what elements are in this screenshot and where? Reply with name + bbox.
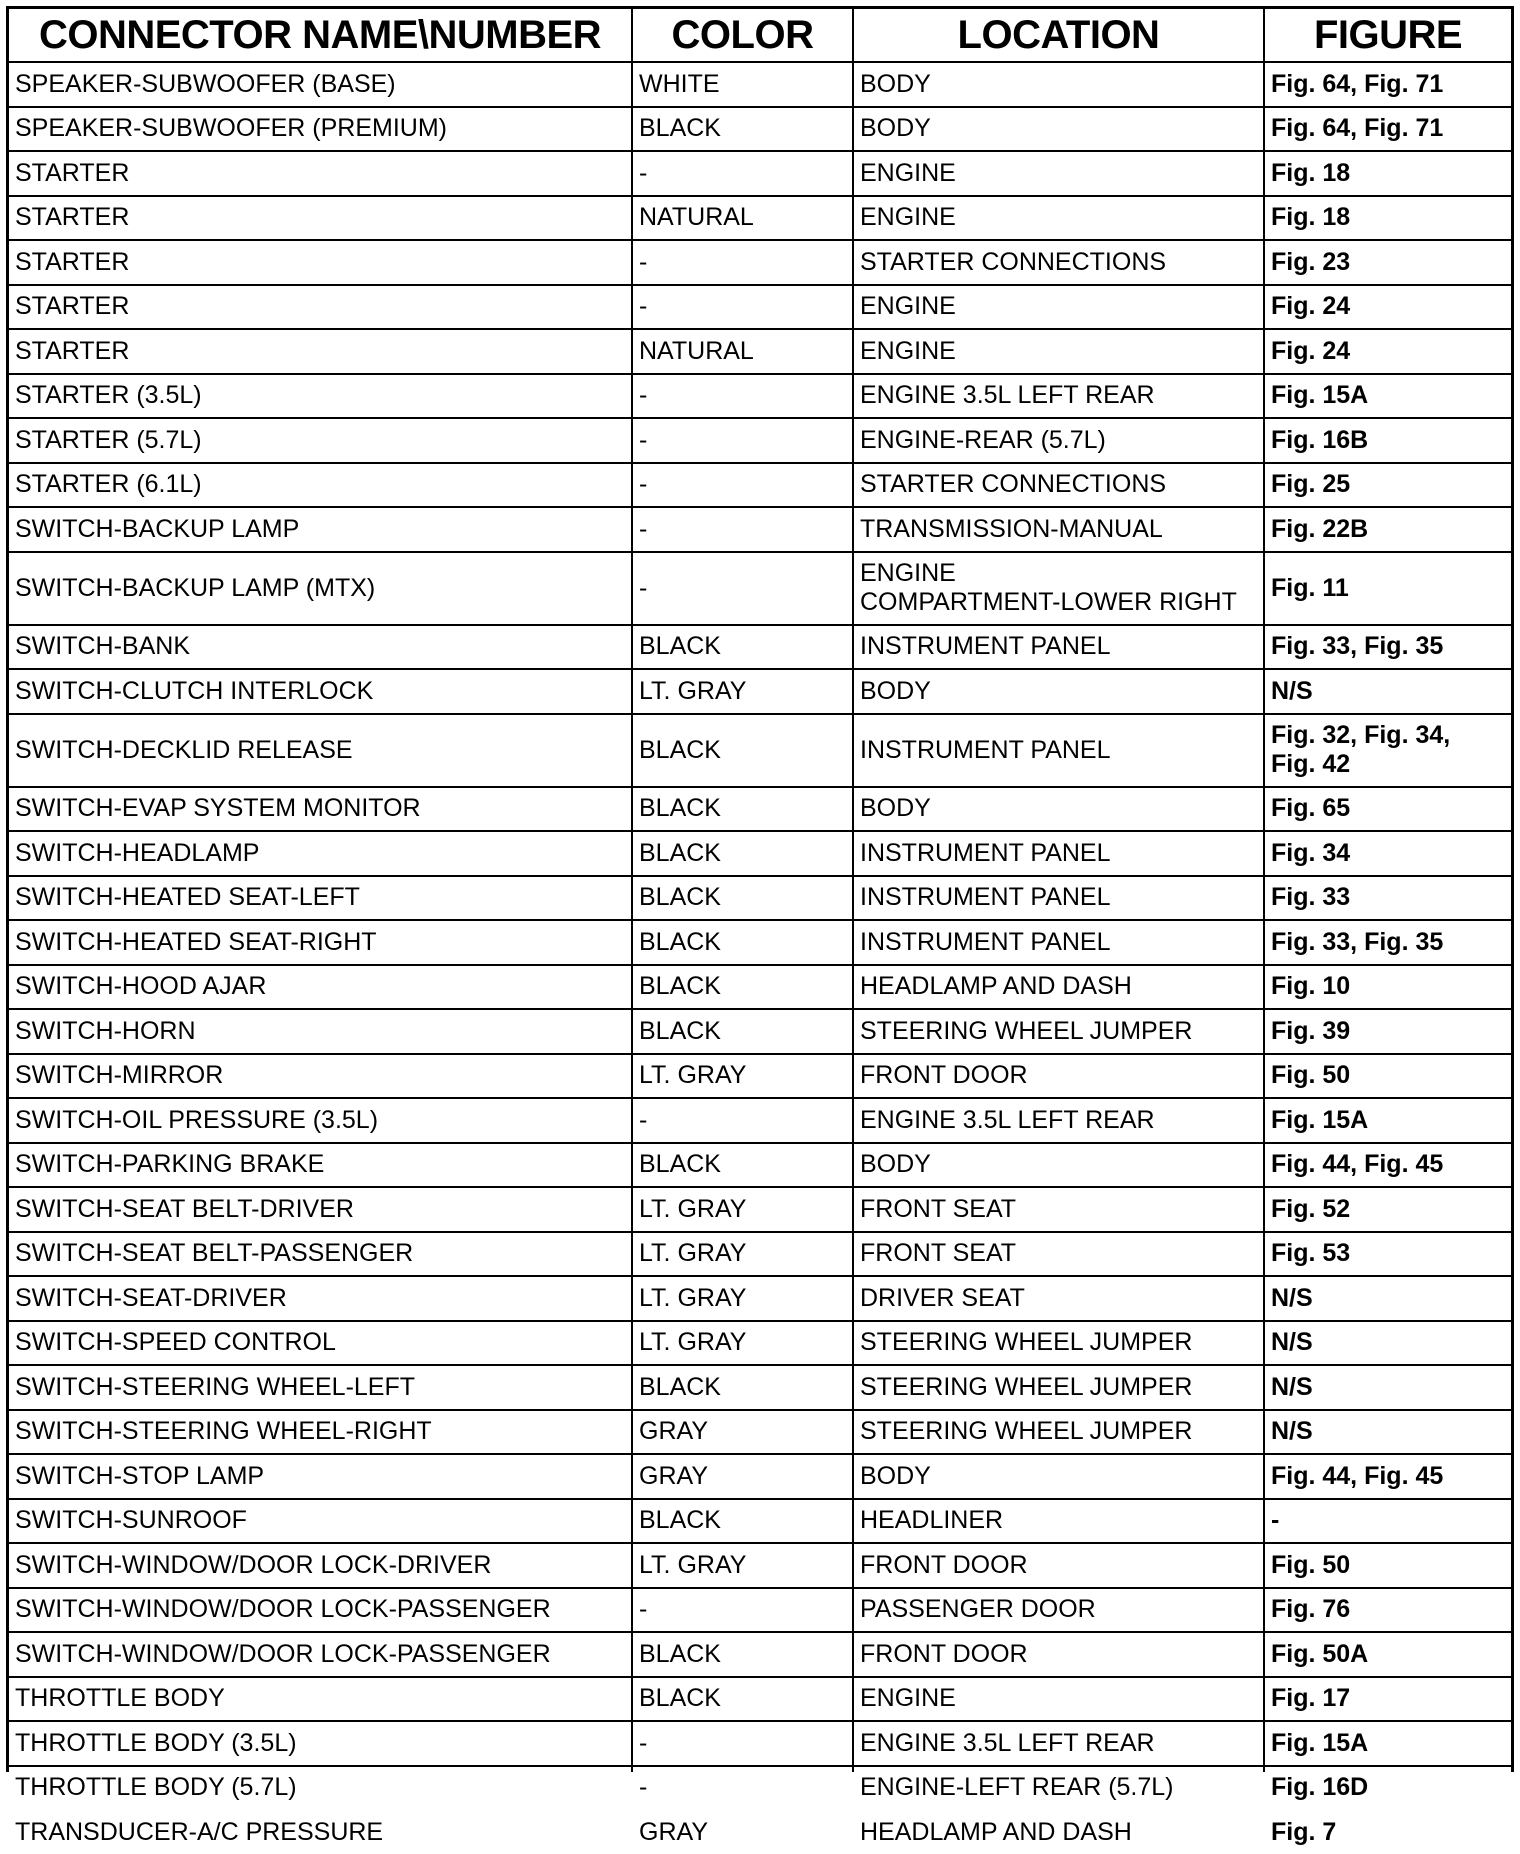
figure-cell: Fig. 10	[1265, 966, 1511, 1009]
figure-cell: Fig. 65	[1265, 788, 1511, 831]
location-cell: HEADLAMP AND DASH	[854, 1811, 1263, 1854]
location-cell: ENGINE	[854, 152, 1263, 195]
location-cell: STEERING WHEEL JUMPER	[854, 1411, 1263, 1454]
location-cell: ENGINE	[854, 1678, 1263, 1721]
color-cell: -	[633, 1099, 852, 1142]
color-cell: -	[633, 553, 852, 624]
color-cell: -	[633, 508, 852, 551]
location-cell: STARTER CONNECTIONS	[854, 464, 1263, 507]
connector-name-cell: SWITCH-STOP LAMP	[9, 1455, 631, 1498]
connector-name-cell: SWITCH-MIRROR	[9, 1055, 631, 1098]
figure-cell: Fig. 16D	[1265, 1767, 1511, 1810]
location-cell: INSTRUMENT PANEL	[854, 715, 1263, 786]
figure-cell: Fig. 32, Fig. 34, Fig. 42	[1265, 715, 1511, 786]
figure-cell: Fig. 17	[1265, 1678, 1511, 1721]
color-cell: LT. GRAY	[633, 1277, 852, 1320]
location-cell: DRIVER SEAT	[854, 1277, 1263, 1320]
header-location: LOCATION	[854, 9, 1263, 61]
figure-cell: Fig. 23	[1265, 241, 1511, 284]
connector-name-cell: STARTER	[9, 241, 631, 284]
connector-name-cell: STARTER	[9, 330, 631, 373]
connector-name-cell: SWITCH-HEATED SEAT-LEFT	[9, 877, 631, 920]
location-cell: INSTRUMENT PANEL	[854, 832, 1263, 875]
color-cell: BLACK	[633, 626, 852, 669]
figure-cell: Fig. 11	[1265, 553, 1511, 624]
connector-name-cell: SWITCH-STEERING WHEEL-RIGHT	[9, 1411, 631, 1454]
connector-name-cell: SWITCH-HEADLAMP	[9, 832, 631, 875]
figure-cell: Fig. 64, Fig. 71	[1265, 63, 1511, 106]
figure-cell: Fig. 52	[1265, 1188, 1511, 1231]
figure-cell: Fig. 34	[1265, 832, 1511, 875]
figure-cell: Fig. 50	[1265, 1544, 1511, 1587]
figure-cell: N/S	[1265, 1366, 1511, 1409]
connector-name-cell: SWITCH-BANK	[9, 626, 631, 669]
location-cell: ENGINE	[854, 197, 1263, 240]
location-cell: PASSENGER DOOR	[854, 1589, 1263, 1632]
figure-cell: Fig. 18	[1265, 152, 1511, 195]
color-cell: WHITE	[633, 63, 852, 106]
color-cell: GRAY	[633, 1811, 852, 1854]
figure-cell: Fig. 53	[1265, 1233, 1511, 1276]
connector-name-cell: STARTER	[9, 286, 631, 329]
color-cell: -	[633, 464, 852, 507]
location-cell: BODY	[854, 670, 1263, 713]
color-cell: BLACK	[633, 877, 852, 920]
location-cell: INSTRUMENT PANEL	[854, 877, 1263, 920]
color-cell: GRAY	[633, 1411, 852, 1454]
figure-cell: Fig. 33	[1265, 877, 1511, 920]
connector-name-cell: SWITCH-SEAT BELT-PASSENGER	[9, 1233, 631, 1276]
location-cell: FRONT DOOR	[854, 1544, 1263, 1587]
connector-name-cell: STARTER (5.7L)	[9, 419, 631, 462]
location-cell: ENGINE COMPARTMENT-LOWER RIGHT	[854, 553, 1263, 624]
location-cell: INSTRUMENT PANEL	[854, 626, 1263, 669]
color-cell: -	[633, 286, 852, 329]
figure-cell: Fig. 7	[1265, 1811, 1511, 1854]
color-cell: BLACK	[633, 921, 852, 964]
figure-cell: Fig. 64, Fig. 71	[1265, 108, 1511, 151]
color-cell: NATURAL	[633, 330, 852, 373]
location-cell: STEERING WHEEL JUMPER	[854, 1366, 1263, 1409]
connector-name-cell: STARTER	[9, 197, 631, 240]
figure-cell: Fig. 50A	[1265, 1633, 1511, 1676]
color-cell: BLACK	[633, 715, 852, 786]
figure-cell: Fig. 44, Fig. 45	[1265, 1455, 1511, 1498]
connector-name-cell: SWITCH-HEATED SEAT-RIGHT	[9, 921, 631, 964]
color-cell: BLACK	[633, 1144, 852, 1187]
color-cell: -	[633, 152, 852, 195]
connector-name-cell: SWITCH-STEERING WHEEL-LEFT	[9, 1366, 631, 1409]
connector-name-cell: STARTER	[9, 152, 631, 195]
connector-table	[6, 6, 1514, 1846]
connector-name-cell: SWITCH-SEAT BELT-DRIVER	[9, 1188, 631, 1231]
connector-name-cell: SWITCH-HORN	[9, 1010, 631, 1053]
color-cell: -	[633, 419, 852, 462]
location-cell: BODY	[854, 63, 1263, 106]
color-cell: BLACK	[633, 832, 852, 875]
connector-name-cell: SWITCH-SEAT-DRIVER	[9, 1277, 631, 1320]
location-cell: HEADLAMP AND DASH	[854, 966, 1263, 1009]
location-cell: BODY	[854, 1455, 1263, 1498]
color-cell: -	[633, 1767, 852, 1810]
figure-cell: Fig. 18	[1265, 197, 1511, 240]
connector-name-cell: SWITCH-CLUTCH INTERLOCK	[9, 670, 631, 713]
color-cell: LT. GRAY	[633, 1322, 852, 1365]
location-cell: FRONT SEAT	[854, 1233, 1263, 1276]
location-cell: BODY	[854, 1144, 1263, 1187]
location-cell: BODY	[854, 788, 1263, 831]
color-cell: LT. GRAY	[633, 670, 852, 713]
connector-name-cell: SWITCH-SUNROOF	[9, 1500, 631, 1543]
location-cell: STARTER CONNECTIONS	[854, 241, 1263, 284]
color-cell: BLACK	[633, 1366, 852, 1409]
figure-cell: Fig. 24	[1265, 286, 1511, 329]
color-cell: -	[633, 375, 852, 418]
connector-name-cell: THROTTLE BODY (5.7L)	[9, 1767, 631, 1810]
location-cell: ENGINE-LEFT REAR (5.7L)	[854, 1767, 1263, 1810]
figure-cell: Fig. 25	[1265, 464, 1511, 507]
connector-name-cell: SWITCH-WINDOW/DOOR LOCK-DRIVER	[9, 1544, 631, 1587]
color-cell: BLACK	[633, 108, 852, 151]
location-cell: STEERING WHEEL JUMPER	[854, 1010, 1263, 1053]
header-color: COLOR	[633, 9, 852, 61]
connector-name-cell: SWITCH-DECKLID RELEASE	[9, 715, 631, 786]
color-cell: LT. GRAY	[633, 1544, 852, 1587]
connector-name-cell: SPEAKER-SUBWOOFER (BASE)	[9, 63, 631, 106]
connector-name-cell: SWITCH-BACKUP LAMP (MTX)	[9, 553, 631, 624]
color-cell: BLACK	[633, 1010, 852, 1053]
color-cell: LT. GRAY	[633, 1055, 852, 1098]
location-cell: FRONT DOOR	[854, 1055, 1263, 1098]
figure-cell: N/S	[1265, 1411, 1511, 1454]
figure-cell: Fig. 33, Fig. 35	[1265, 626, 1511, 669]
color-cell: -	[633, 241, 852, 284]
figure-cell: N/S	[1265, 1322, 1511, 1365]
figure-cell: Fig. 33, Fig. 35	[1265, 921, 1511, 964]
figure-cell: Fig. 39	[1265, 1010, 1511, 1053]
figure-cell: Fig. 15A	[1265, 1722, 1511, 1765]
figure-cell: N/S	[1265, 670, 1511, 713]
location-cell: TRANSMISSION-MANUAL	[854, 508, 1263, 551]
figure-cell: Fig. 16B	[1265, 419, 1511, 462]
location-cell: BODY	[854, 108, 1263, 151]
color-cell: LT. GRAY	[633, 1188, 852, 1231]
color-cell: BLACK	[633, 1678, 852, 1721]
connector-name-cell: SWITCH-PARKING BRAKE	[9, 1144, 631, 1187]
connector-name-cell: SWITCH-WINDOW/DOOR LOCK-PASSENGER	[9, 1589, 631, 1632]
figure-cell: Fig. 50	[1265, 1055, 1511, 1098]
color-cell: BLACK	[633, 788, 852, 831]
color-cell: GRAY	[633, 1455, 852, 1498]
color-cell: BLACK	[633, 1633, 852, 1676]
connector-name-cell: TRANSDUCER-A/C PRESSURE	[9, 1811, 631, 1854]
location-cell: ENGINE 3.5L LEFT REAR	[854, 1099, 1263, 1142]
figure-cell: Fig. 24	[1265, 330, 1511, 373]
connector-name-cell: SWITCH-WINDOW/DOOR LOCK-PASSENGER	[9, 1633, 631, 1676]
connector-name-cell: SWITCH-EVAP SYSTEM MONITOR	[9, 788, 631, 831]
connector-name-cell: STARTER (6.1L)	[9, 464, 631, 507]
location-cell: ENGINE-REAR (5.7L)	[854, 419, 1263, 462]
figure-cell: Fig. 44, Fig. 45	[1265, 1144, 1511, 1187]
color-cell: -	[633, 1589, 852, 1632]
location-cell: ENGINE	[854, 286, 1263, 329]
header-connector-name: CONNECTOR NAME\NUMBER	[9, 9, 631, 61]
location-cell: FRONT SEAT	[854, 1188, 1263, 1231]
color-cell: -	[633, 1722, 852, 1765]
location-cell: INSTRUMENT PANEL	[854, 921, 1263, 964]
header-figure: FIGURE	[1265, 9, 1511, 61]
figure-cell: N/S	[1265, 1277, 1511, 1320]
connector-name-cell: SPEAKER-SUBWOOFER (PREMIUM)	[9, 108, 631, 151]
figure-cell: Fig. 76	[1265, 1589, 1511, 1632]
figure-cell: Fig. 22B	[1265, 508, 1511, 551]
connector-name-cell: SWITCH-SPEED CONTROL	[9, 1322, 631, 1365]
connector-name-cell: STARTER (3.5L)	[9, 375, 631, 418]
figure-cell: Fig. 15A	[1265, 1099, 1511, 1142]
figure-cell: Fig. 15A	[1265, 375, 1511, 418]
location-cell: HEADLINER	[854, 1500, 1263, 1543]
connector-name-cell: THROTTLE BODY	[9, 1678, 631, 1721]
figure-cell: -	[1265, 1500, 1511, 1543]
location-cell: ENGINE 3.5L LEFT REAR	[854, 375, 1263, 418]
connector-name-cell: THROTTLE BODY (3.5L)	[9, 1722, 631, 1765]
connector-name-cell: SWITCH-BACKUP LAMP	[9, 508, 631, 551]
color-cell: BLACK	[633, 1500, 852, 1543]
location-cell: ENGINE 3.5L LEFT REAR	[854, 1722, 1263, 1765]
location-cell: STEERING WHEEL JUMPER	[854, 1322, 1263, 1365]
location-cell: FRONT DOOR	[854, 1633, 1263, 1676]
connector-name-cell: SWITCH-HOOD AJAR	[9, 966, 631, 1009]
color-cell: NATURAL	[633, 197, 852, 240]
color-cell: BLACK	[633, 966, 852, 1009]
connector-name-cell: SWITCH-OIL PRESSURE (3.5L)	[9, 1099, 631, 1142]
color-cell: LT. GRAY	[633, 1233, 852, 1276]
location-cell: ENGINE	[854, 330, 1263, 373]
